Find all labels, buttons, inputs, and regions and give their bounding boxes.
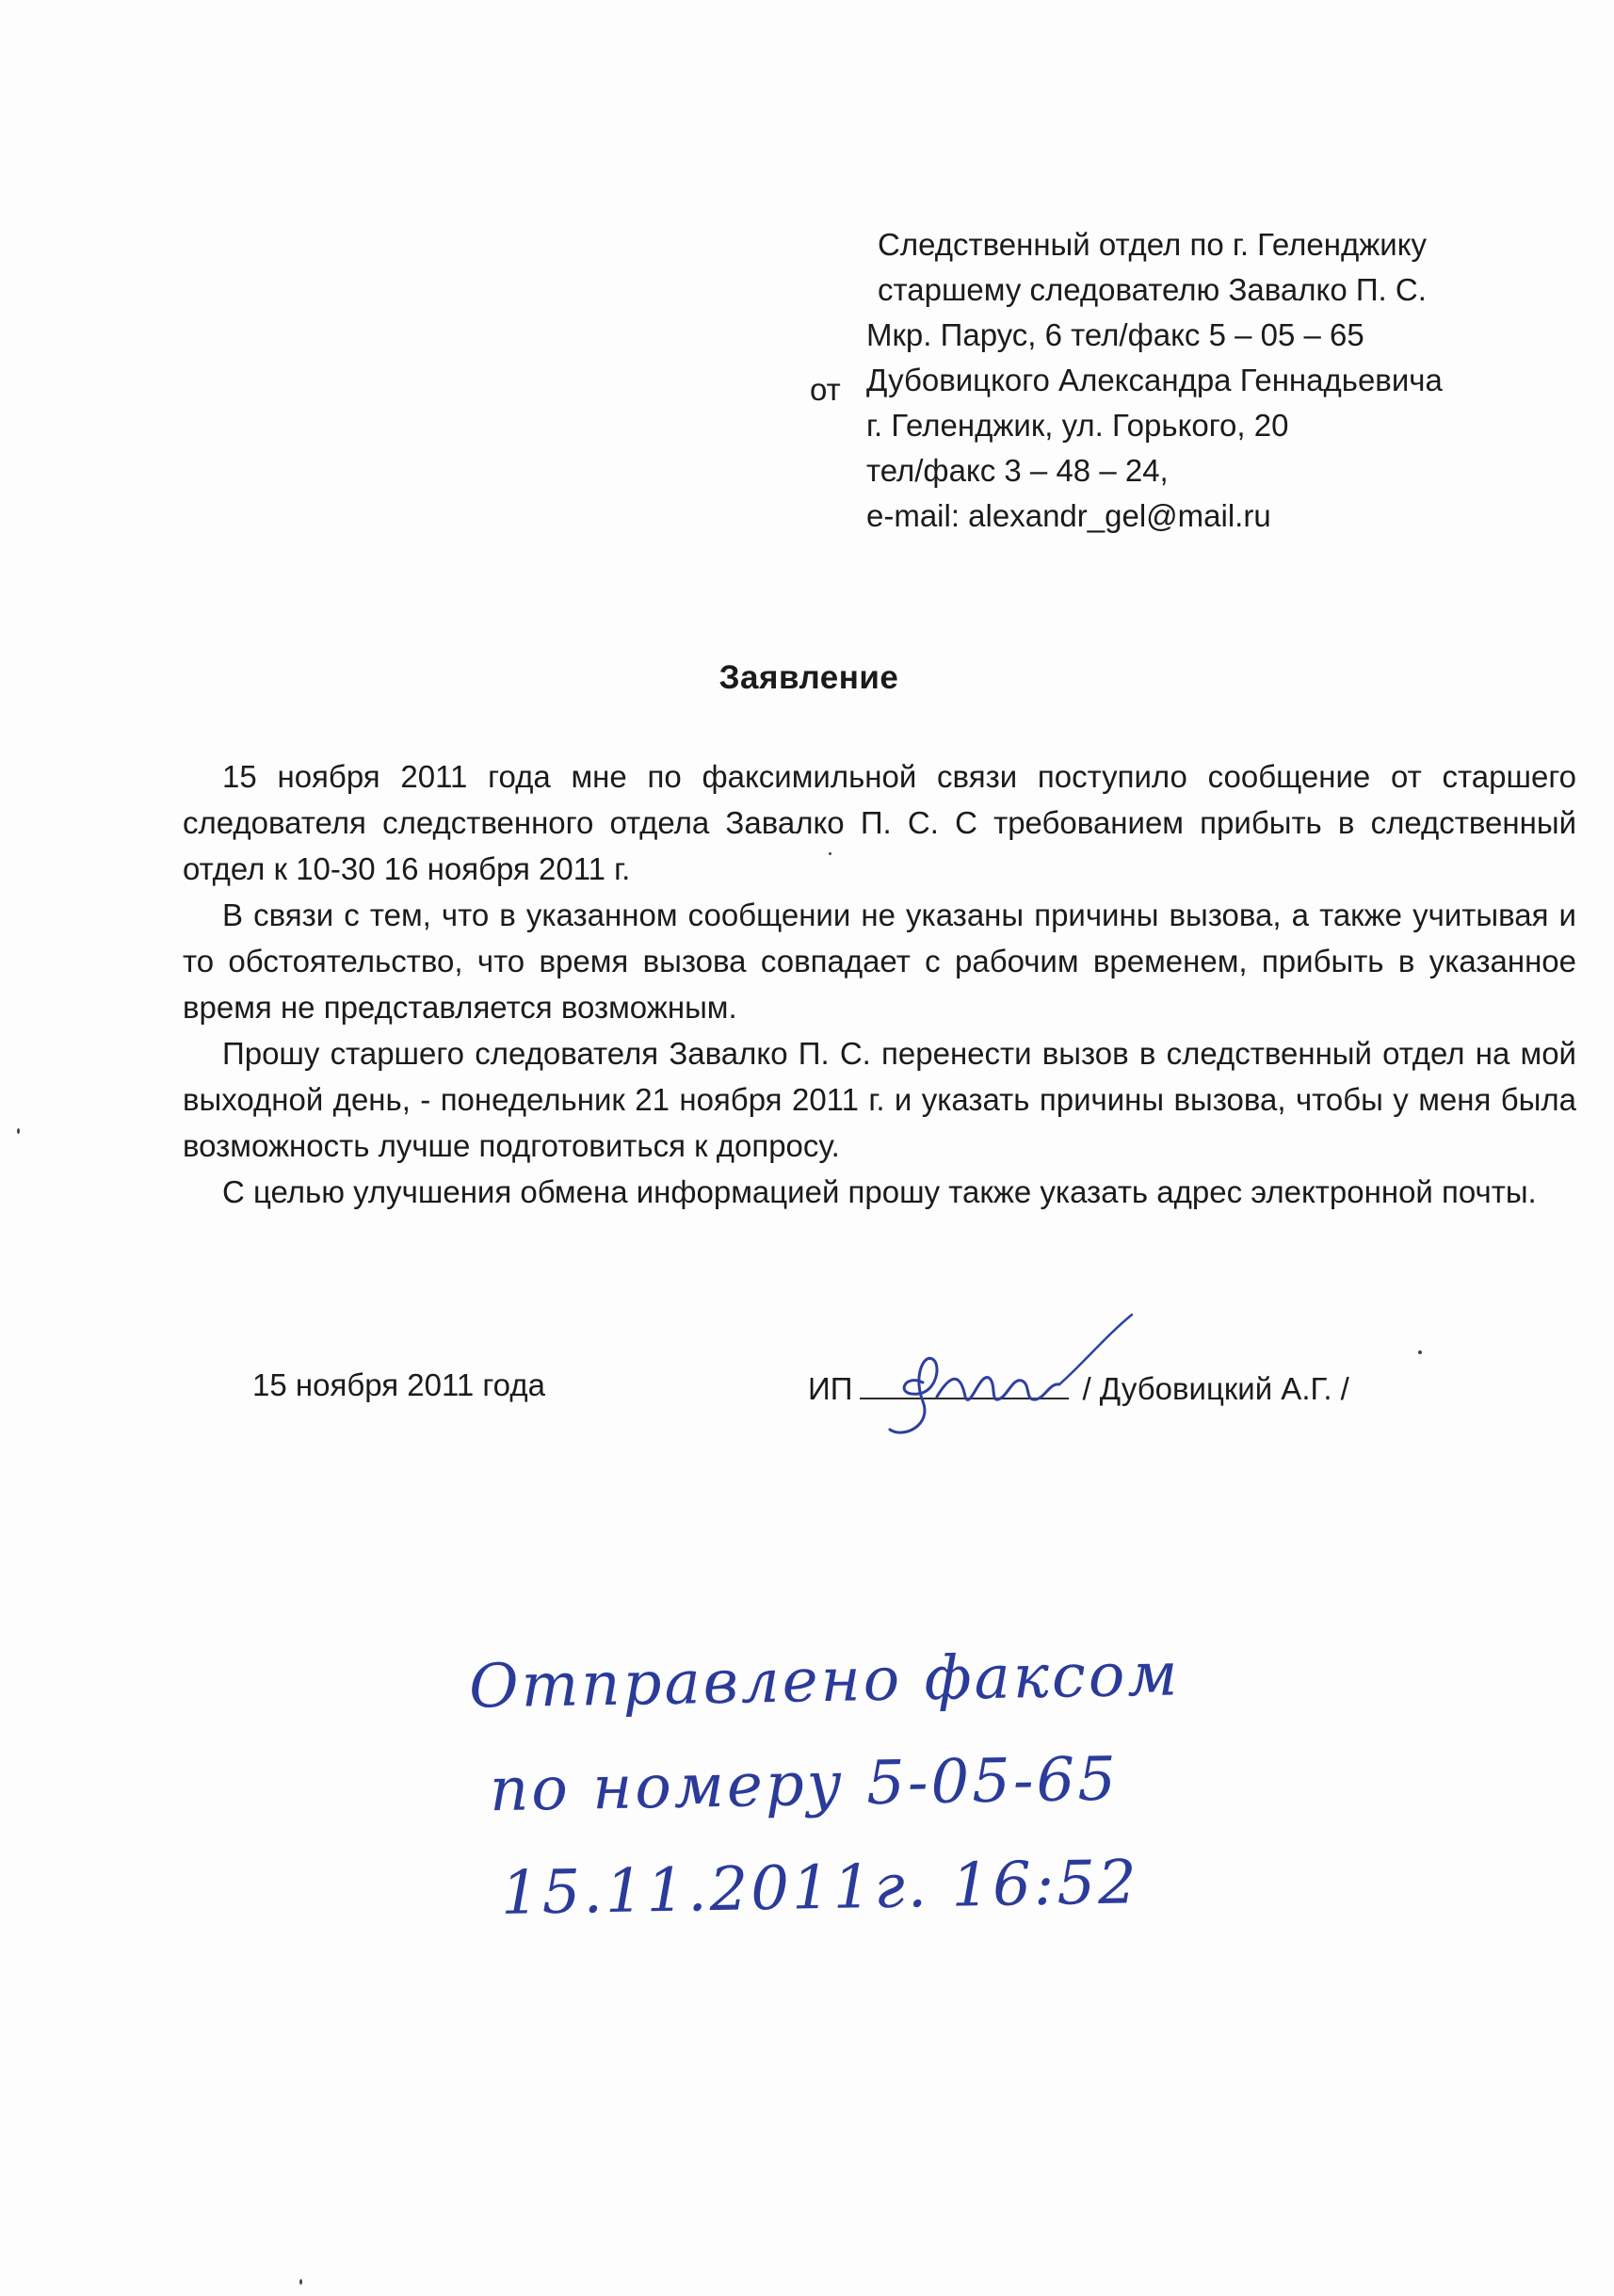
addressee-line: Мкр. Парус, 6 тел/факс 5 – 05 – 65 [866, 317, 1364, 352]
scan-speck [829, 852, 831, 855]
addressee-line: Следственный отдел по г. Геленджику [878, 227, 1428, 262]
from-prefix: от [810, 372, 841, 407]
handwritten-fax-note [468, 1623, 1185, 1946]
scan-speck [299, 2279, 302, 2285]
sender-phone-line: тел/факс 3 – 48 – 24, [866, 453, 1169, 488]
signature-date: 15 ноября 2011 года [252, 1367, 545, 1402]
body-paragraph: В связи с тем, что в указанном сообщении не указаны причины вызова, а также учитывая и то обстоятельство, что время вызова совпадает с рабочим временем, прибыть в указанное время не представляется возможным. [183, 897, 1576, 1025]
body-paragraph: 15 ноября 2011 года мне по факсимильной связи поступило сообщение от старшего следователя следственного отдела Завалко П. С. С требованием прибыть в следственный отдел к 10-30 16 ноября 2011 г. [183, 759, 1576, 886]
signer-name: / Дубовицкий А.Г. / [1082, 1371, 1349, 1406]
body-paragraph: С целью улучшения обмена информацией прошу также указать адрес электронной почты. [222, 1174, 1537, 1209]
sender-email-line: e-mail: alexandr_gel@mail.ru [866, 498, 1271, 533]
handwritten-signature-icon [866, 1307, 1158, 1458]
handwritten-note-line: 15.11.2011г. 16:52 [500, 1848, 1140, 1930]
document-title-text: Заявление [718, 659, 899, 696]
handwritten-note-line: по номеру 5-05-65 [489, 1744, 1120, 1826]
body-paragraph: Прошу старшего следователя Завалко П. С. перенести вызов в следственный отдел на мой выходной день, - понедельник 21 ноября 2011 г. и указать причины вызова, чтобы у меня была возможность лучше подготовиться к допросу. [183, 1036, 1576, 1163]
addressee-line: старшему следователю Завалко П. С. [878, 272, 1427, 307]
sender-address-line: г. Геленджик, ул. Горького, 20 [866, 408, 1289, 443]
document-title [0, 659, 1614, 697]
addressee-block [866, 222, 1544, 539]
scan-speck [1418, 1350, 1422, 1354]
document-body [183, 753, 1576, 1215]
signature-prefix: ИП [808, 1371, 853, 1406]
scan-speck [17, 1128, 20, 1134]
handwritten-note-line: Отправлено факсом [468, 1640, 1181, 1722]
sender-name-line: Дубовицкого Александра Геннадьевича [866, 363, 1443, 397]
